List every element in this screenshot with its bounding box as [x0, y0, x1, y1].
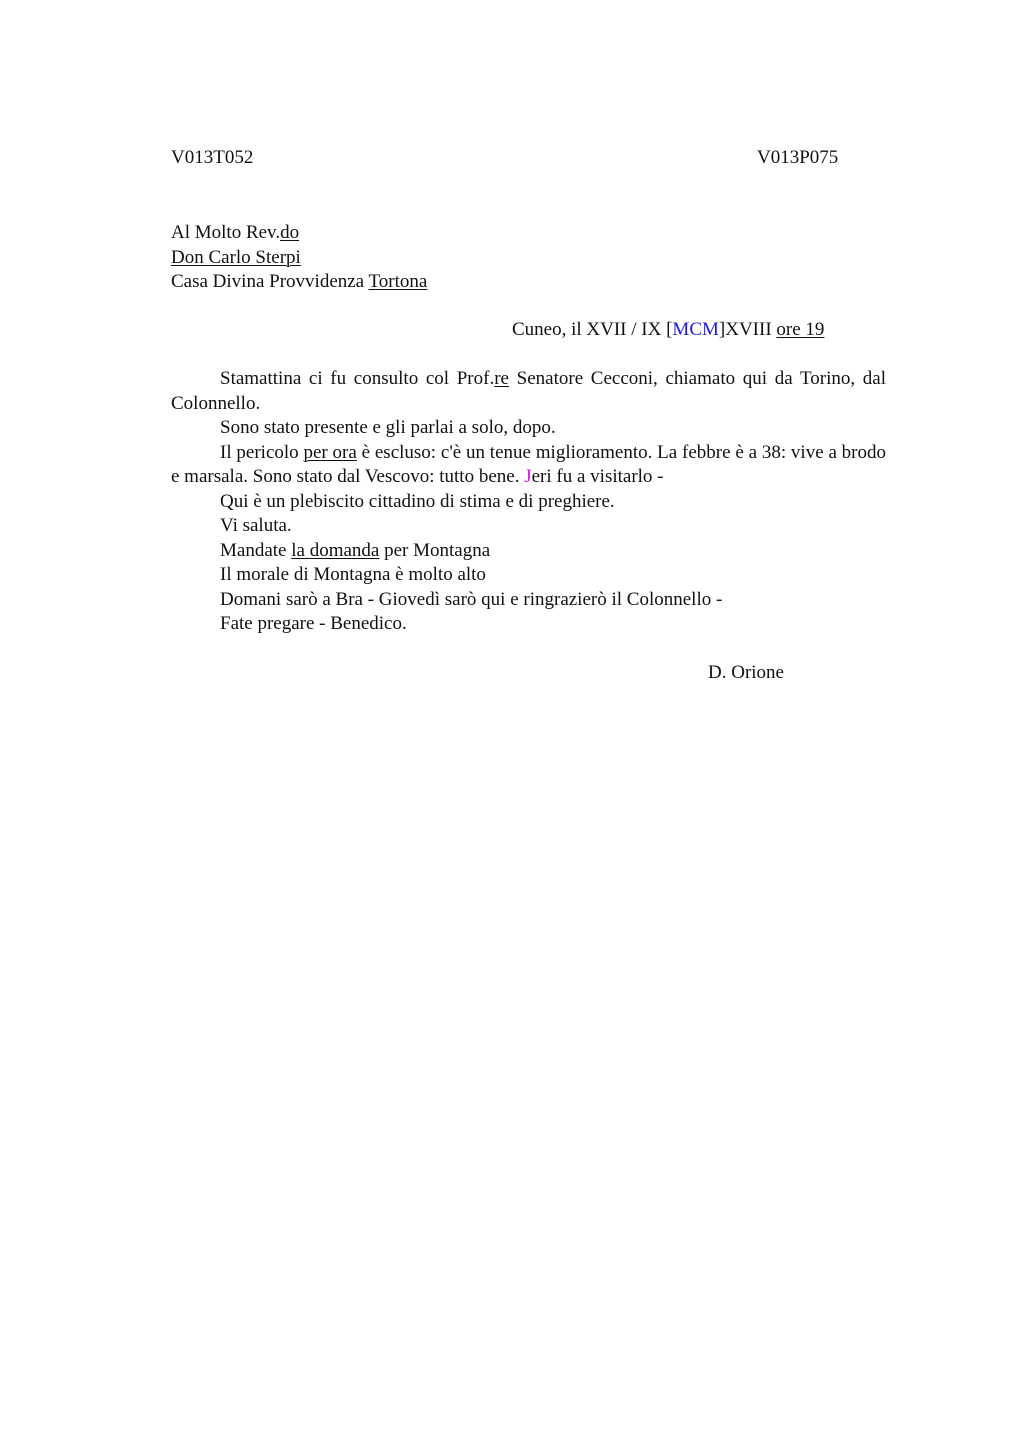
- letter-body: [171, 367, 886, 637]
- paragraph-6-text-a: Mandate: [220, 539, 292, 561]
- paragraph-6-underlined: la domanda: [291, 539, 380, 561]
- paragraph-1-text-a: Stamattina ci fu consulto col Prof.: [220, 368, 495, 389]
- document-code-right: V013P075: [757, 147, 839, 168]
- paragraph-3-text-b: è escluso: c'è un tenue miglioramento. La febbre è a 38: vive a brodo e marsala. Sono stato dal Vescovo: tutto bene.: [171, 441, 887, 487]
- address-line-1: [171, 221, 427, 246]
- paragraph-1-abbrev: re: [494, 368, 509, 389]
- dateline-place-date: Cuneo, il XVII / IX [: [512, 319, 673, 340]
- dateline-time: ore 19: [776, 319, 825, 340]
- paragraph-6: [171, 539, 886, 564]
- paragraph-6-text-b: per Montagna: [379, 539, 491, 561]
- paragraph-1-text-b: Senatore Cecconi, chiamato qui da Torino, dal Colonnello.: [171, 368, 886, 414]
- address-title: Al Molto Rev.: [171, 222, 281, 243]
- paragraph-3-text-c: eri fu a visitarlo -: [531, 466, 664, 487]
- address-line-2: [171, 246, 427, 271]
- paragraph-7: Il morale di Montagna è molto alto: [220, 564, 486, 585]
- paragraph-3-editorial-letter: J: [524, 466, 532, 487]
- address-city: Tortona: [368, 271, 428, 292]
- document-code-left: V013T052: [171, 147, 254, 168]
- signature: D. Orione: [708, 662, 784, 683]
- dateline: [512, 318, 824, 343]
- recipient-name: Don Carlo Sterpi: [171, 246, 301, 268]
- paragraph-1: [171, 367, 886, 416]
- paragraph-3-underlined: per ora: [303, 441, 357, 463]
- paragraph-9: Fate pregare - Benedico.: [220, 613, 407, 634]
- dateline-year: ]XVIII: [718, 319, 777, 340]
- paragraph-4: Qui è un plebiscito cittadino di stima e di preghiere.: [220, 490, 615, 512]
- paragraph-3-text-a: Il pericolo: [220, 441, 304, 463]
- recipient-address: [171, 221, 427, 295]
- address-institution: Casa Divina Provvidenza: [171, 271, 369, 292]
- paragraph-8: Domani sarò a Bra - Giovedì sarò qui e ringrazierò il Colonnello -: [220, 588, 723, 610]
- dateline-editorial-insert: MCM: [672, 319, 719, 340]
- address-title-abbrev: do: [280, 222, 300, 243]
- address-line-3: [171, 270, 427, 295]
- paragraph-5: Vi saluta.: [220, 515, 292, 536]
- paragraph-3: [171, 441, 886, 490]
- paragraph-2: Sono stato presente e gli parlai a solo, dopo.: [220, 417, 556, 438]
